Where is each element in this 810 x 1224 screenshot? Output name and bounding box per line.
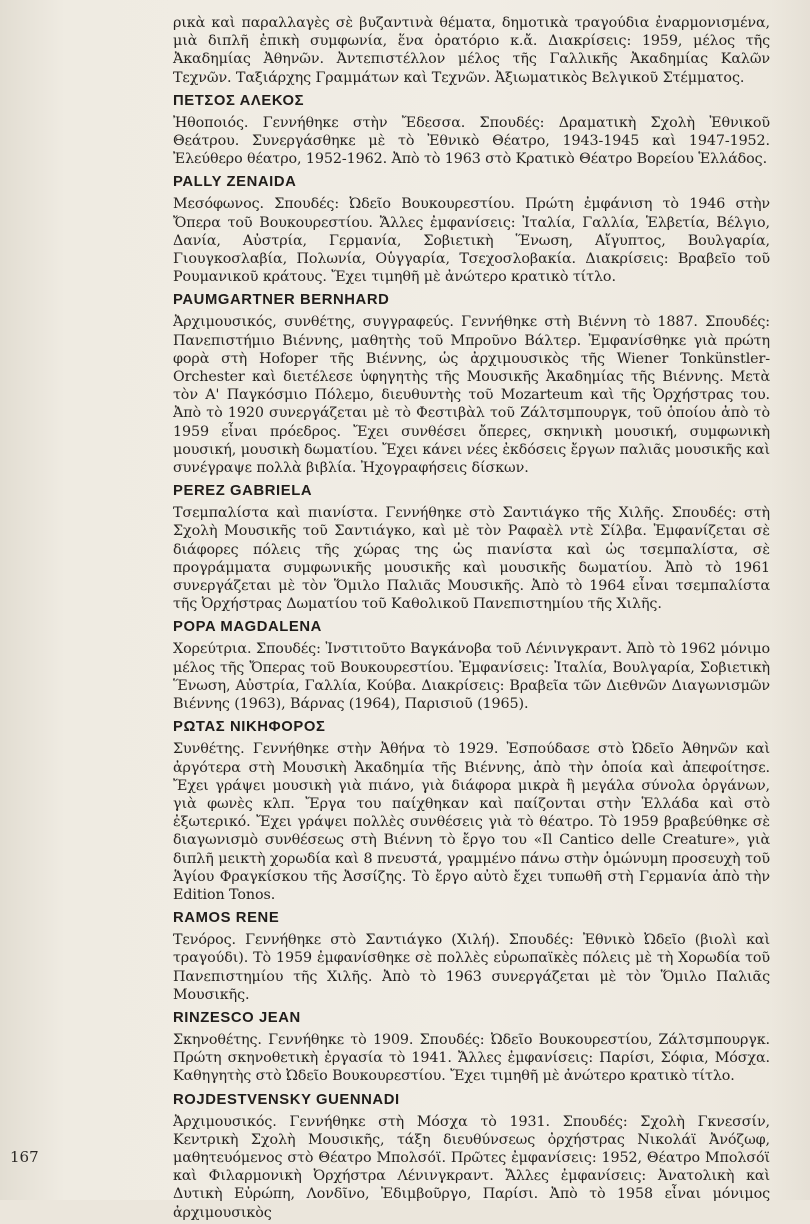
page-edge-shadow — [770, 0, 810, 1200]
entry-body: Ἀρχιμουσικός. Γεννήθηκε στὴ Μόσχα τὸ 1931. Σπουδές: Σχολὴ Γκνεσσίν, Κεντρικὴ Σχολὴ Μουσικῆς, τάξη διευθύνσεως ὀρχήστρας Νικολάϊ Ἀνόζωφ, μαθητευόμενος στὸ Θέατρο Μπολσόϊ. Πρῶτες ἐμφανίσεις: 1952, Θέατρο Μπολσόϊ καὶ Φιλαρμονικὴ Ὀρχήστρα Λένινγκραντ. Ἄλλες ἐμφανίσεις: Ἀνατολικὴ καὶ Δυτικὴ Εὐρώπη, Λονδῖνο, Ἐδιμβοῦργο, Παρίσι. Ἀπὸ τὸ 1958 εἶναι μόνιμος ἀρχιμουσικὸς — [173, 1113, 770, 1221]
entry-body: Μεσόφωνος. Σπουδές: Ὠδεῖο Βουκουρεστίου. Πρώτη ἐμφάνιση τὸ 1946 στὴν Ὄπερα τοῦ Βουκουρεστίου. Ἄλλες ἐμφανίσεις: Ἰταλία, Γαλλία, Ἑλβετία, Βέλγιο, Δανία, Αὐστρία, Γερμανία, Σοβιετικὴ Ἕνωση, Αἴγυπτος, Βουλγαρία, Γιουγκοσλαβία, Πολωνία, Οὑγγαρία, Τσεχοσλοβακία. Διακρίσεις: Βραβεῖο τοῦ Ρουμανικοῦ κράτους. Ἔχει τιμηθῆ μὲ ἀνώτερο κρατικὸ τίτλο. — [173, 196, 770, 286]
entry-heading: ΠΕΤΣΟΣ ΑΛΕΚΟΣ — [173, 92, 305, 109]
entry-ramos — [173, 908, 770, 1004]
entry-body: Τενόρος. Γεννήθηκε στὸ Σαντιάγκο (Χιλή). Σπουδές: Ἐθνικὸ Ὠδεῖο (βιολὶ καὶ τραγούδι). Τὸ 1959 ἐμφανίσθηκε σὲ πολλὲς εὐρωπαϊκὲς πόλεις μὲ τὴ Χορωδία τοῦ Πανεπιστημίου τῆς Χιλῆς. Ἀπὸ τὸ 1963 συνεργάζεται μὲ τὸν Ὅμιλο Παλιᾶς Μουσικῆς. — [173, 932, 770, 1003]
entry-body: Τσεμπαλίστα καὶ πιανίστα. Γεννήθηκε στὸ Σαντιάγκο τῆς Χιλῆς. Σπουδές: στὴ Σχολὴ Μουσικῆς τοῦ Σαντιάγκο, καὶ μὲ τὸν Ραφαὲλ ντὲ Σίλβα. Ἐμφανίζεται σὲ διάφορες πόλεις τῆς χώρας της ὡς πιανίστα καὶ ὡς τσεμπαλίστα, σὲ προγράμματα συμφωνικῆς μουσικῆς καὶ μουσικῆς δωματίου. Ἀπὸ τὸ 1961 συνεργάζεται μὲ τὸν Ὅμιλο Παλιᾶς Μουσικῆς. Ἀπὸ τὸ 1964 εἶναι τσεμπαλίστα τῆς Ὀρχήστρας Δωματίου τοῦ Καθολικοῦ Πανεπιστημίου τῆς Χιλῆς. — [173, 505, 770, 613]
entry-paumgartner — [173, 290, 770, 477]
entry-petsos — [173, 91, 770, 169]
entry-body: Ἠθοποιός. Γεννήθηκε στὴν Ἔδεσσα. Σπουδές: Δραματικὴ Σχολὴ Ἐθνικοῦ Θεάτρου. Συνεργάσθηκε μὲ τὸ Ἐθνικὸ Θέατρο, 1943-1945 καὶ 1947-1952. Ἐλεύθερο θέατρο, 1952-1962. Ἀπὸ τὸ 1963 στὸ Κρατικὸ Θέατρο Βορείου Ἑλλάδος. — [173, 114, 770, 168]
entry-heading: PALLY ZENAIDA — [173, 174, 297, 191]
entry-heading: PAUMGARTNER BERNHARD — [173, 292, 390, 309]
entry-body: Χορεύτρια. Σπουδές: Ἰνστιτοῦτο Βαγκάνοβα τοῦ Λένινγκραντ. Ἀπὸ τὸ 1962 μόνιμο μέλος τῆς Ὄπερας τοῦ Βουκουρεστίου. Ἐμφανίσεις: Ἰταλία, Βουλγαρία, Σοβιετικὴ Ἕνωση, Αὐστρία, Γαλλία, Κούβα. Διακρίσεις: Βραβεῖα τῶν Διεθνῶν Διαγωνισμῶν Βιέννης (1963), Βάρνας (1964), Παρισιοῦ (1965). — [173, 641, 770, 713]
entry-heading: PEREZ GABRIELA — [173, 483, 313, 500]
entry-heading: POPA MAGDALENA — [173, 619, 322, 636]
entry-heading: RINZESCO JEAN — [173, 1009, 301, 1026]
entry-rojdestvensky — [173, 1090, 770, 1222]
entry-heading: ROJDESTVENSKY GUENNADI — [173, 1091, 400, 1108]
entry-body: Ἀρχιμουσικός, συνθέτης, συγγραφεύς. Γεννήθηκε στὴ Βιέννη τὸ 1887. Σπουδές: Πανεπιστήμιο Βιέννης, μαθητὴς τοῦ Μπροῦνο Βάλτερ. Ἐμφανίσθηκε γιὰ πρώτη φορὰ στὴ Hofoper τῆς Βιέννης, ὡς ἀρχιμουσικὸς τῆς Wiener Tonkünstler-Orchester καὶ διετέλεσε ὑφηγητὴς τῆς Μουσικῆς Ἀκαδημίας τῆς Βιέννης. Μετὰ τὸν Α' Παγκόσμιο Πόλεμο, διευθυντὴς τοῦ Mozarteum καὶ τῆς Ὀρχήστρας του. Ἀπὸ τὸ 1920 συνεργάζεται μὲ τὸ Φεστιβὰλ τοῦ Ζάλτσμπουργκ, τοῦ ὁποίου ἀπὸ τὸ 1959 εἶναι πρόεδρος. Ἔχει συνθέσει ὄπερες, σκηνικὴ μουσική, συμφωνικὴ μουσική, μουσικὴ δωματίου. Ἔχει κάνει νέες ἐκδόσεις ἔργων παλιᾶς μουσικῆς καὶ συνέγραψε πολλὰ βιβλία. Ἠχογραφήσεις δίσκων. — [173, 314, 770, 477]
entry-popa — [173, 617, 770, 713]
entry-pally — [173, 172, 770, 286]
entry-body: Σκηνοθέτης. Γεννήθηκε τὸ 1909. Σπουδές: Ὠδεῖο Βουκουρεστίου, Ζάλτσμπουργκ. Πρώτη σκηνοθετικὴ ἐργασία τὸ 1941. Ἄλλες ἐμφανίσεις: Παρίσι, Σόφια, Μόσχα. Καθηγητὴς στὸ Ὠδεῖο Βουκουρεστίου. Ἔχει τιμηθῆ μὲ ἀνώτερο κρατικὸ τίτλο. — [173, 1031, 770, 1085]
entry-heading: RAMOS RENE — [173, 910, 280, 927]
entry-rinzesco — [173, 1008, 770, 1086]
text-column — [173, 0, 770, 1224]
entry-rotas — [173, 717, 770, 904]
entry-perez — [173, 481, 770, 613]
page-number: 167 — [10, 1148, 39, 1166]
intro-paragraph: ρικὰ καὶ παραλλαγὲς σὲ βυζαντινὰ θέματα, δημοτικὰ τραγούδια ἐναρμονισμένα, μιὰ διπλῆ ἐπικὴ συμφωνία, ἕνα ὀρατόριο κ.ἄ. Διακρίσεις: 1959, μέλος τῆς Ἀκαδημίας Ἀθηνῶν. Ἀντεπιστέλλον μέλος τῆς Γαλλικῆς Ἀκαδημίας Καλῶν Τεχνῶν. Ταξιάρχης Γραμμάτων καὶ Τεχνῶν. Ἀξιωματικὸς Βελγικοῦ Στέμματος. — [173, 15, 770, 86]
entry-heading: ΡΩΤΑΣ ΝΙΚΗΦΟΡΟΣ — [173, 719, 326, 736]
entry-body: Συνθέτης. Γεννήθηκε στὴν Ἀθήνα τὸ 1929. Ἐσπούδασε στὸ Ὠδεῖο Ἀθηνῶν καὶ ἀργότερα στὴ Μουσικὴ Ἀκαδημία τῆς Βιέννης, ἀπὸ τὴν ὁποία καὶ ἀπεφοίτησε. Ἔχει γράψει μουσικὴ γιὰ πιάνο, γιὰ διάφορα μικρὰ ἢ μεγάλα σύνολα ὀργάνων, γιὰ φωνὲς κλπ. Ἔργα του παίχθηκαν καὶ παίζονται στὴν Ἑλλάδα καὶ στὸ ἐξωτερικό. Ἔχει γράψει πολλὲς συνθέσεις γιὰ τὸ θέατρο. Τὸ 1959 βραβεύθηκε σὲ διαγωνισμὸ συνθέσεως στὴ Βιέννη τὸ ἔργο του «Il Cantico delle Creature», γιὰ διπλῆ μεικτὴ χορωδία καὶ 8 πνευστά, γραμμένο πάνω στὴν ὁμώνυμη προσευχὴ τοῦ Ἁγίου Φραγκίσκου τῆς Ἀσσίζης. Τὸ ἔργο αὐτὸ ἔχει τυπωθῆ στὴ Γερμανία ἀπὸ τὴν Edition Tonos. — [173, 741, 770, 903]
